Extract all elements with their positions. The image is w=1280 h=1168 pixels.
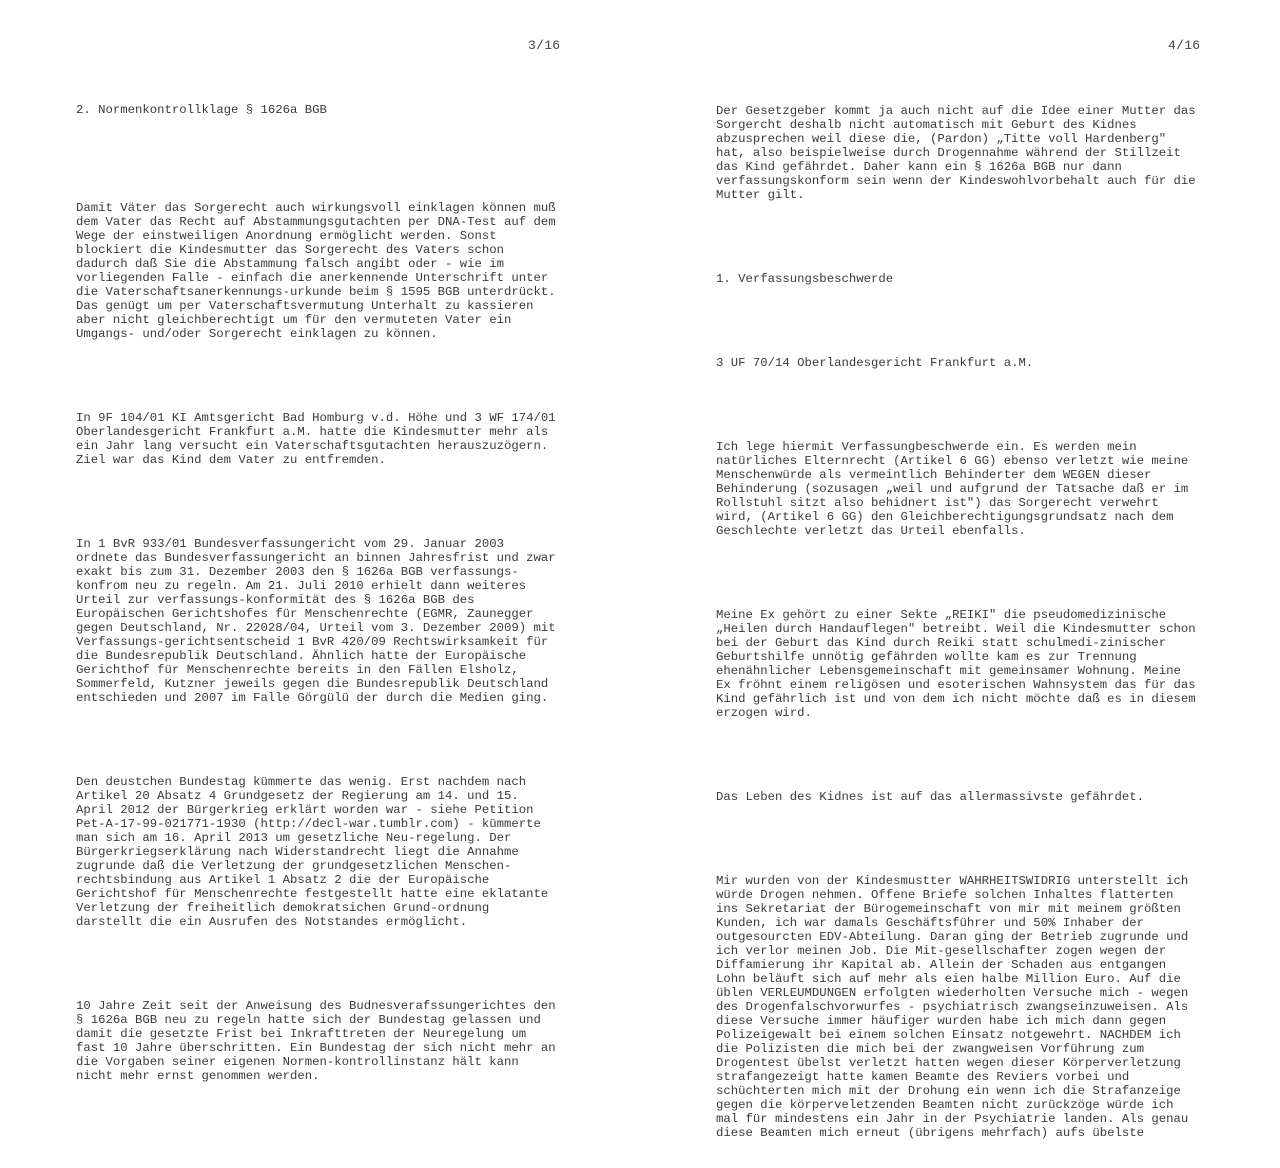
page-content bbox=[76, 75, 556, 1111]
text-line: Das Leben des Kidnes ist auf das allermassivste gefährdet. bbox=[716, 790, 1145, 804]
text-line: Damit Väter das Sorgerecht auch wirkungsvoll einklagen können muß bbox=[76, 201, 556, 215]
text-line: In 9F 104/01 KI Amtsgericht Bad Homburg v.d. Höhe und 3 WF 174/01 bbox=[76, 411, 556, 425]
text-line: ins Sekretariat der Bürogemeinschaft von mir mit meinem größten bbox=[716, 902, 1181, 916]
text-line: Oberlandesgericht Frankfurt a.M. hatte die Kindesmutter mehr als bbox=[76, 425, 549, 439]
text-line: ehenähnlicher Lebensgemeinschaft mit gemeinsamer Wohnung. Meine bbox=[716, 664, 1181, 678]
text-line: strafangezeigt hatte kamen Beamte des Reviers vorbei und bbox=[716, 1070, 1130, 1084]
paragraph bbox=[716, 608, 1196, 720]
text-line: Behinderung (sozusagen „weil und aufgrund der Tatsache daß er im bbox=[716, 482, 1189, 496]
text-line: Den deustchen Bundestag kümmerte das wenig. Erst nachdem nach bbox=[76, 775, 527, 789]
text-line: § 1626a BGB neu zu regeln hatte sich der Bundestag gelassen und bbox=[76, 1013, 541, 1027]
paragraph bbox=[76, 201, 556, 341]
paragraph bbox=[716, 874, 1196, 1140]
text-line: outgesourcten EDV-Abteilung. Daran ging der Betrieb zugrunde und bbox=[716, 930, 1189, 944]
text-line: ein Jahr lang versucht ein Vaterschaftsgutachten herauszuzögern. bbox=[76, 439, 549, 453]
text-line: entschieden und 2007 im Falle Görgülü der durch die Medien ging. bbox=[76, 691, 549, 705]
text-line: Sommerfeld, Kutzner jeweils gegen die Bundesrepublik Deutschland bbox=[76, 677, 549, 691]
page-number: 4/16 bbox=[1168, 38, 1201, 53]
document-page-3 bbox=[0, 0, 640, 1083]
text-line: erzogen wird. bbox=[716, 706, 812, 720]
text-line: Gerichthof für Menschenrechte bereits in den Fällen Elsholz, bbox=[76, 663, 519, 677]
paragraph bbox=[76, 537, 556, 705]
text-line: damit die gesetzte Frist bei Inkrafttreten der Neuregelung um bbox=[76, 1027, 527, 1041]
text-line: darstellt die ein Ausrufen des Notstandes ermöglicht. bbox=[76, 915, 468, 929]
text-line: fast 10 Jahre überschritten. Ein Bundestag der sich nicht mehr an bbox=[76, 1041, 556, 1055]
text-line: Ziel war das Kind dem Vater zu entfremden. bbox=[76, 453, 386, 467]
text-line: die Vaterschaftsanerkennungs-urkunde beim § 1595 BGB unterdrückt. bbox=[76, 285, 556, 299]
text-line: des Drogenfalschvorwurfes - psychiatrisch zwangseinzuweisen. Als bbox=[716, 1000, 1189, 1014]
text-line: mal für mindestens ein Jahr in der Psychiatrie landen. Als genau bbox=[716, 1112, 1189, 1126]
text-line: dem Vater das Recht auf Abstammungsgutachten per DNA-Test auf dem bbox=[76, 215, 556, 229]
text-line: ich verlor meinen Job. Die Mit-gesellschafter zogen wegen der bbox=[716, 944, 1167, 958]
paragraph bbox=[76, 999, 556, 1083]
text-line: Wege der einstweiligen Anordnung ermöglicht werden. Sonst bbox=[76, 229, 497, 243]
text-line: Pet-A-17-99-021771-1930 (http://decl-war.tumblr.com) - kümmerte bbox=[76, 817, 541, 831]
text-line: man sich am 16. April 2013 um gesetzliche Neu-regelung. Der bbox=[76, 831, 512, 845]
text-line: hat, also beispielweise durch Drogennahme während der Stillzeit bbox=[716, 146, 1181, 160]
text-line: gegen Deutschland, Nr. 22028/04, Urteil vom 3. Dezember 2009) mit bbox=[76, 621, 556, 635]
text-line: rechtsbindung aus Artikel 1 Absatz 2 die der Europäische bbox=[76, 873, 490, 887]
text-line: Menschenwürde als vermeintlich Behinderter dem WEGEN dieser bbox=[716, 468, 1152, 482]
paragraph bbox=[716, 104, 1196, 202]
text-line: Europäischen Gerichtshofes für Menschenrechte (EGMR, Zaunegger bbox=[76, 607, 534, 621]
text-line: April 2012 der Bürgerkrieg erklärt worden war - siehe Petition bbox=[76, 803, 534, 817]
paragraph bbox=[716, 790, 1196, 804]
text-line: wird, (Artikel 6 GG) den Gleichberechtigungsgrundsatz nach dem bbox=[716, 510, 1174, 524]
text-line: Verletzung der freiheitlich demokratsichen Grund-ordnung bbox=[76, 901, 490, 915]
text-line: Mir wurden von der Kindesmustter WAHRHEITSWIDRIG unterstellt ich bbox=[716, 874, 1189, 888]
text-line: zugrunde daß die Verletzung der grundgesetzlichen Menschen- bbox=[76, 859, 512, 873]
text-line: 10 Jahre Zeit seit der Anweisung des Budnesverafssungerichtes den bbox=[76, 999, 556, 1013]
text-line: würde Drogen nehmen. Offene Briefe solchen Inhaltes flatterten bbox=[716, 888, 1174, 902]
text-line: dadurch daß Sie die Abstammung falsch angibt oder - wie im bbox=[76, 257, 505, 271]
text-line: aber nicht gleichberechtigt um für den vermuteten Vater ein bbox=[76, 313, 512, 327]
text-line: Geschlechte verletzt das Urteil ebenfalls. bbox=[716, 524, 1026, 538]
text-line: diese Versuche immer häufiger wurden habe ich mich dann gegen bbox=[716, 1014, 1167, 1028]
section-heading bbox=[716, 272, 1196, 286]
text-line: Ex fröhnt einem religösen und esoterischen Wahnsystem das für das bbox=[716, 678, 1196, 692]
text-line: gegen die körperveletzenden Beamten nicht zurückzöge würde ich bbox=[716, 1098, 1174, 1112]
text-line: nicht mehr ernst genommen werden. bbox=[76, 1069, 320, 1083]
text-line: Lohn beläuft sich auf mehr als eien halbe Million Euro. Auf die bbox=[716, 972, 1181, 986]
text-line: Der Gesetzgeber kommt ja auch nicht auf die Idee einer Mutter das bbox=[716, 104, 1196, 118]
text-line: diese Beamten mich erneut (übrigens mehrfach) aufs übelste bbox=[716, 1126, 1145, 1140]
text-line: bei der Geburt das Kind durch Reiki statt schulmedi-zinischer bbox=[716, 636, 1167, 650]
text-line: natürliches Elternrecht (Artikel 6 GG) ebenso verletzt wie meine bbox=[716, 454, 1189, 468]
text-line: Kind gefährlich ist und von dem ich nicht möchte daß es in diesem bbox=[716, 692, 1196, 706]
text-line: Umgangs- und/oder Sorgerecht einklagen zu können. bbox=[76, 327, 438, 341]
text-line: schüchterten mich mit der Drohung ein wenn ich die Strafanzeige bbox=[716, 1084, 1181, 1098]
text-line: verfassungskonform sein wenn der Kindeswohlvorbehalt auch für die bbox=[716, 174, 1196, 188]
text-line: Meine Ex gehört zu einer Sekte „REIKI" die pseudomedizinische bbox=[716, 608, 1167, 622]
text-line: Artikel 20 Absatz 4 Grundgesetz der Regierung am 14. und 15. bbox=[76, 789, 519, 803]
text-line: Polizeigewalt bei einem solchen Einsatz notgewehrt. NACHDEM ich bbox=[716, 1028, 1181, 1042]
text-line: Gerichtshof für Menschenrechte festgestellt hatte eine eklatante bbox=[76, 887, 549, 901]
document-page-4 bbox=[640, 0, 1280, 1140]
text-line: Rollstuhl sitzt also behidnert ist") das Sorgerecht verwehrt bbox=[716, 496, 1159, 510]
text-line: das Kind gefährdet. Daher kann ein § 1626a BGB nur dann bbox=[716, 160, 1122, 174]
text-line: 3 UF 70/14 Oberlandesgericht Frankfurt a.M. bbox=[716, 356, 1034, 370]
text-line: Verfassungs-gerichtsentscheid 1 BvR 420/09 Rechtswirksamkeit für bbox=[76, 635, 549, 649]
text-line: die Bundesrepublik Deutschland. Ähnlich hatte der Europäische bbox=[76, 649, 527, 663]
text-line: Das genügt um per Vaterschaftsvermutung Unterhalt zu kassieren bbox=[76, 299, 534, 313]
text-line: abzusprechen weil diese die, (Pardon) „Titte voll Hardenberg" bbox=[716, 132, 1167, 146]
text-line: konfrom neu zu regeln. Am 21. Juli 2010 erhielt dann weiteres bbox=[76, 579, 527, 593]
paragraph bbox=[716, 440, 1196, 538]
text-line: Diffamierung ihr Kapital ab. Allein der Schaden aus entgangen bbox=[716, 958, 1167, 972]
text-line: die Polizisten die mich bei der zwangweisen Vorführung zum bbox=[716, 1042, 1145, 1056]
text-line: „Heilen durch Handauflegen" betreibt. Weil die Kindesmutter schon bbox=[716, 622, 1196, 636]
text-line: üblen VERLEUMDUNGEN erfolgten wiederholten Versuche mich - wegen bbox=[716, 986, 1189, 1000]
text-line: vorliegenden Falle - einfach die anerkennende Unterschrift unter bbox=[76, 271, 549, 285]
page-number: 3/16 bbox=[528, 38, 561, 53]
text-line: ordnete das Bundesverfassungericht an binnen Jahresfrist und zwar bbox=[76, 551, 556, 565]
case-reference bbox=[716, 356, 1196, 370]
text-line: blockiert die Kindesmutter das Sorgerecht des Vaters schon bbox=[76, 243, 505, 257]
text-line: Drogentest übelst verletzt hatten wegen dieser Körperverletzung bbox=[716, 1056, 1181, 1070]
text-line: Urteil zur verfassungs-konformität des § 1626a BGB des bbox=[76, 593, 475, 607]
text-line: Geburtshilfe unnötig gefährden wollte kam es zur Trennung bbox=[716, 650, 1137, 664]
section-heading: 2. Normenkontrollklage § 1626a BGB bbox=[76, 103, 327, 117]
paragraph bbox=[76, 411, 556, 467]
text-line: Sorgercht deshalb nicht automatisch mit Geburt des Kidnes bbox=[716, 118, 1137, 132]
text-line: die Vorgaben seiner eigenen Normen-kontrollinstanz hält kann bbox=[76, 1055, 519, 1069]
text-line: Bürgerkriegserklärung nach Widerstandrecht liegt die Annahme bbox=[76, 845, 519, 859]
text-line: Ich lege hiermit Verfassungbeschwerde ein. Es werden mein bbox=[716, 440, 1137, 454]
text-line: exakt bis zum 31. Dezember 2003 den § 1626a BGB verfassungs- bbox=[76, 565, 519, 579]
page-content bbox=[716, 76, 1196, 1168]
text-line: 1. Verfassungsbeschwerde bbox=[716, 272, 894, 286]
text-line: Mutter gilt. bbox=[716, 188, 805, 202]
text-line: Kunden, ich war damals Geschäftsführer und 50% Inhaber der bbox=[716, 916, 1145, 930]
text-line: In 1 BvR 933/01 Bundesverfassungericht vom 29. Januar 2003 bbox=[76, 537, 505, 551]
